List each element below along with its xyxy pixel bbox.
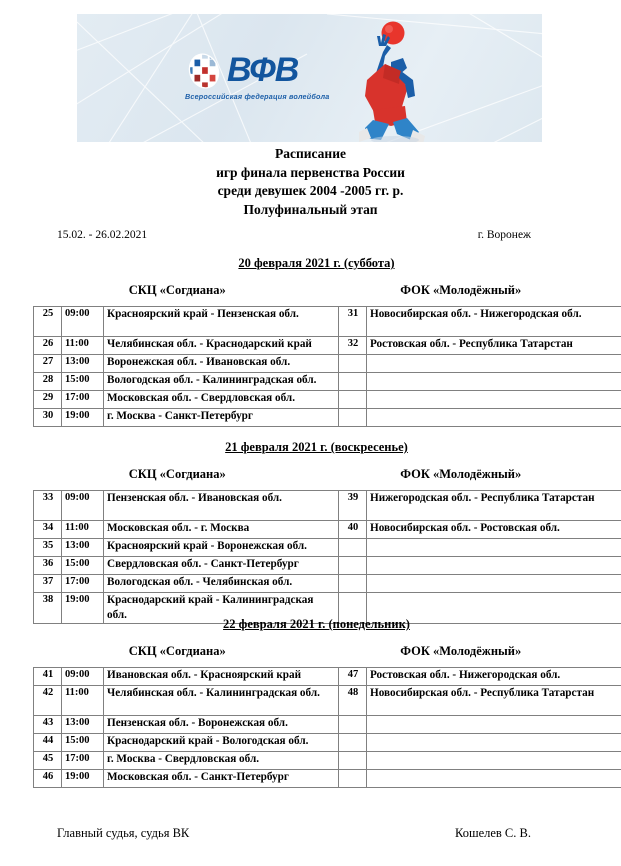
match-time-cell: 19:00 [62,770,104,788]
match-teams-cell: Краснодарский край - Вологодская обл. [104,734,339,752]
venue-right-label-3: ФОК «Молодёжный» [400,644,522,658]
match-number-cell-right [339,409,367,427]
table-row [34,770,621,788]
match-teams-cell-right: Новосибирская обл. - Нижегородская обл. [367,307,621,337]
match-number-cell-right [339,716,367,734]
match-teams-cell: Воронежская обл. - Ивановская обл. [104,355,339,373]
match-number-cell: 46 [34,770,62,788]
match-teams-cell-right [367,734,621,752]
globe-grid-icon [185,52,223,90]
schedule-body-1 [34,307,621,427]
match-number-cell: 42 [34,686,62,716]
match-number-cell: 25 [34,307,62,337]
match-number-cell: 26 [34,337,62,355]
match-teams-cell-right: Новосибирская обл. - Ростовская обл. [367,521,621,539]
match-number-cell: 37 [34,575,62,593]
match-number-cell-right: 31 [339,307,367,337]
match-teams-cell: Свердловская обл. - Санкт-Петербург [104,557,339,575]
footer-name: Кошелев С. В. [454,826,531,840]
venue-headers-2 [33,467,600,482]
day-section-2 [33,440,600,624]
match-time-cell: 09:00 [62,307,104,337]
match-number-cell: 28 [34,373,62,391]
match-time-cell: 09:00 [62,491,104,521]
match-time-cell: 17:00 [62,391,104,409]
match-time-cell: 15:00 [62,557,104,575]
match-number-cell: 45 [34,752,62,770]
table-row [34,373,621,391]
footer-signature [57,826,531,841]
match-teams-cell: Челябинская обл. - Краснодарский край [104,337,339,355]
match-number-cell: 41 [34,668,62,686]
match-number-cell-right [339,373,367,391]
footer-role: Главный судья, судья ВК [57,826,190,840]
venue-left-label-3: СКЦ «Согдиана» [128,644,226,658]
match-time-cell: 11:00 [62,686,104,716]
volleyball-player-icon [315,18,437,142]
match-teams-cell: Красноярский край - Воронежская обл. [104,539,339,557]
match-teams-cell-right [367,373,621,391]
table-row [34,491,621,521]
table-row [34,668,621,686]
title-line-1: Расписание [274,146,346,161]
match-teams-cell-right [367,355,621,373]
match-teams-cell-right [367,575,621,593]
match-number-cell-right [339,557,367,575]
table-row [34,539,621,557]
venue-headers-1 [33,283,600,298]
match-teams-cell: Красноярский край - Пензенская обл. [104,307,339,337]
table-row [34,307,621,337]
table-row [34,409,621,427]
match-teams-cell: г. Москва - Санкт-Петербург [104,409,339,427]
match-teams-cell: Краснодарский край - Калининградская обл. [104,593,339,624]
match-teams-cell-right: Новосибирская обл. - Республика Татарстан [367,686,621,716]
venue-headers-3 [33,644,600,659]
match-time-cell: 15:00 [62,734,104,752]
table-row [34,337,621,355]
schedule-body-2 [34,491,621,624]
venue-right-label-2: ФОК «Молодёжный» [400,467,522,481]
match-teams-cell: Московская обл. - Санкт-Петербург [104,770,339,788]
match-number-cell-right [339,770,367,788]
match-time-cell: 13:00 [62,539,104,557]
match-number-cell-right [339,391,367,409]
match-number-cell: 29 [34,391,62,409]
match-time-cell: 15:00 [62,373,104,391]
match-number-cell-right [339,355,367,373]
vfv-logo-text: ВФВ [227,51,299,89]
match-time-cell: 13:00 [62,355,104,373]
match-teams-cell-right [367,557,621,575]
match-number-cell-right [339,539,367,557]
match-number-cell-right: 48 [339,686,367,716]
table-row [34,355,621,373]
match-number-cell: 44 [34,734,62,752]
match-teams-cell-right [367,391,621,409]
match-number-cell-right [339,752,367,770]
match-number-cell-right [339,734,367,752]
title-line-2: игр финала первенства России [216,164,405,180]
match-number-cell: 43 [34,716,62,734]
table-row [34,521,621,539]
match-number-cell-right: 39 [339,491,367,521]
schedule-body-3 [34,668,621,788]
match-teams-cell: Вологодская обл. - Калининградская обл. [104,373,339,391]
match-teams-cell: Пензенская обл. - Воронежская обл. [104,716,339,734]
match-number-cell: 38 [34,593,62,624]
match-teams-cell: г. Москва - Свердловская обл. [104,752,339,770]
match-teams-cell: Московская обл. - Свердловская обл. [104,391,339,409]
match-number-cell: 36 [34,557,62,575]
table-row [34,716,621,734]
match-teams-cell: Ивановская обл. - Красноярский край [104,668,339,686]
match-number-cell: 33 [34,491,62,521]
match-number-cell: 35 [34,539,62,557]
match-time-cell: 19:00 [62,593,104,624]
match-time-cell: 17:00 [62,752,104,770]
table-row [34,752,621,770]
event-meta [57,229,531,241]
match-time-cell: 17:00 [62,575,104,593]
match-number-cell-right: 40 [339,521,367,539]
venue-right-label-1: ФОК «Молодёжный» [400,283,522,297]
match-teams-cell-right [367,752,621,770]
match-teams-cell-right: Ростовская обл. - Нижегородская обл. [367,668,621,686]
match-time-cell: 19:00 [62,409,104,427]
day-title-3: 22 февраля 2021 г. (понедельник) [223,617,410,631]
day-title-1: 20 февраля 2021 г. (суббота) [238,256,395,270]
schedule-table-2 [33,490,621,624]
match-number-cell: 34 [34,521,62,539]
match-teams-cell: Пензенская обл. - Ивановская обл. [104,491,339,521]
day-section-3 [33,617,600,788]
vfv-logo [185,50,330,112]
table-row [34,686,621,716]
title-line-3: среди девушек 2004 -2005 гг. р. [217,183,404,198]
title-line-4: Полуфинальный этап [243,201,378,217]
match-time-cell: 11:00 [62,337,104,355]
match-teams-cell-right [367,770,621,788]
match-teams-cell-right [367,539,621,557]
page-title [0,145,621,219]
match-time-cell: 09:00 [62,668,104,686]
event-city: г. Воронеж [477,229,531,241]
match-teams-cell-right: Ростовская обл. - Республика Татарстан [367,337,621,355]
table-row [34,575,621,593]
day-section-1 [33,256,600,427]
match-time-cell: 13:00 [62,716,104,734]
match-teams-cell: Московская обл. - г. Москва [104,521,339,539]
match-number-cell-right: 32 [339,337,367,355]
match-number-cell-right [339,575,367,593]
table-row [34,557,621,575]
venue-left-label-1: СКЦ «Согдиана» [128,283,226,297]
match-teams-cell-right [367,409,621,427]
schedule-table-1 [33,306,621,427]
match-teams-cell: Челябинская обл. - Калининградская обл. [104,686,339,716]
match-time-cell: 11:00 [62,521,104,539]
match-teams-cell: Вологодская обл. - Челябинская обл. [104,575,339,593]
header-banner [77,14,542,142]
match-number-cell-right: 47 [339,668,367,686]
venue-left-label-2: СКЦ «Согдиана» [128,467,226,481]
event-dates: 15.02. - 26.02.2021 [57,229,148,241]
match-number-cell: 27 [34,355,62,373]
vfv-logo-subtitle: Всероссийская федерация волейбола [185,92,330,101]
table-row [34,391,621,409]
match-number-cell: 30 [34,409,62,427]
match-teams-cell-right [367,716,621,734]
schedule-table-3 [33,667,621,788]
day-title-2: 21 февраля 2021 г. (воскресенье) [225,440,408,454]
match-teams-cell-right: Нижегородская обл. - Республика Татарстан [367,491,621,521]
table-row [34,734,621,752]
